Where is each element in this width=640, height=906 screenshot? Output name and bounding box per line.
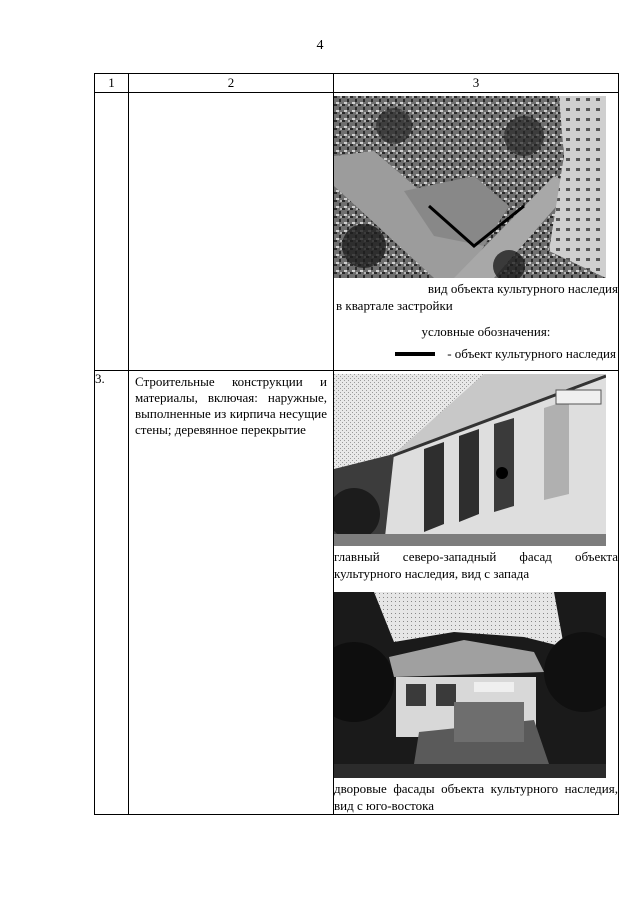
- header-col-3: 3: [334, 74, 619, 93]
- facade-photo: [334, 374, 618, 546]
- row1-description-cell: [129, 93, 334, 371]
- heritage-table: [94, 73, 619, 815]
- courtyard-caption: дворовые фасады объекта культурного наследия, вид с юго-востока: [334, 781, 618, 813]
- aerial-photo-image: [334, 96, 606, 278]
- row2-image-cell: [334, 371, 619, 815]
- row2-description-cell: [129, 371, 334, 815]
- courtyard-photo: [334, 592, 618, 778]
- header-col-1: 1: [95, 74, 129, 93]
- aerial-caption-line2: в квартале застройки: [336, 298, 453, 313]
- page-number: 4: [316, 38, 324, 53]
- table-row: [95, 371, 619, 815]
- legend-row: [334, 346, 618, 362]
- facade-caption: главный северо-западный фасад объекта культурного наследия, вид с запада: [334, 549, 618, 581]
- courtyard-photo-image: [334, 592, 606, 778]
- table-header-row: [95, 74, 619, 93]
- row1-image-cell: [334, 93, 619, 371]
- aerial-caption: [334, 280, 618, 314]
- row2-number: 3.: [95, 371, 129, 815]
- legend-item-label: - объект культурного наследия: [447, 346, 616, 361]
- header-col-2: 2: [129, 74, 334, 93]
- aerial-caption-line1: вид объекта культурного наследия: [427, 281, 618, 296]
- facade-photo-image: [334, 374, 606, 546]
- table-row: [95, 93, 619, 371]
- legend-title: условные обозначения:: [421, 324, 551, 339]
- aerial-photo: [334, 96, 618, 278]
- row1-number-cell: [95, 93, 129, 371]
- row2-description: Строительные конструкции и материалы, включая: наружные, выполненные из кирпича несущие стены; деревянное перекрытие: [135, 374, 327, 437]
- heritage-line-symbol: [395, 352, 435, 356]
